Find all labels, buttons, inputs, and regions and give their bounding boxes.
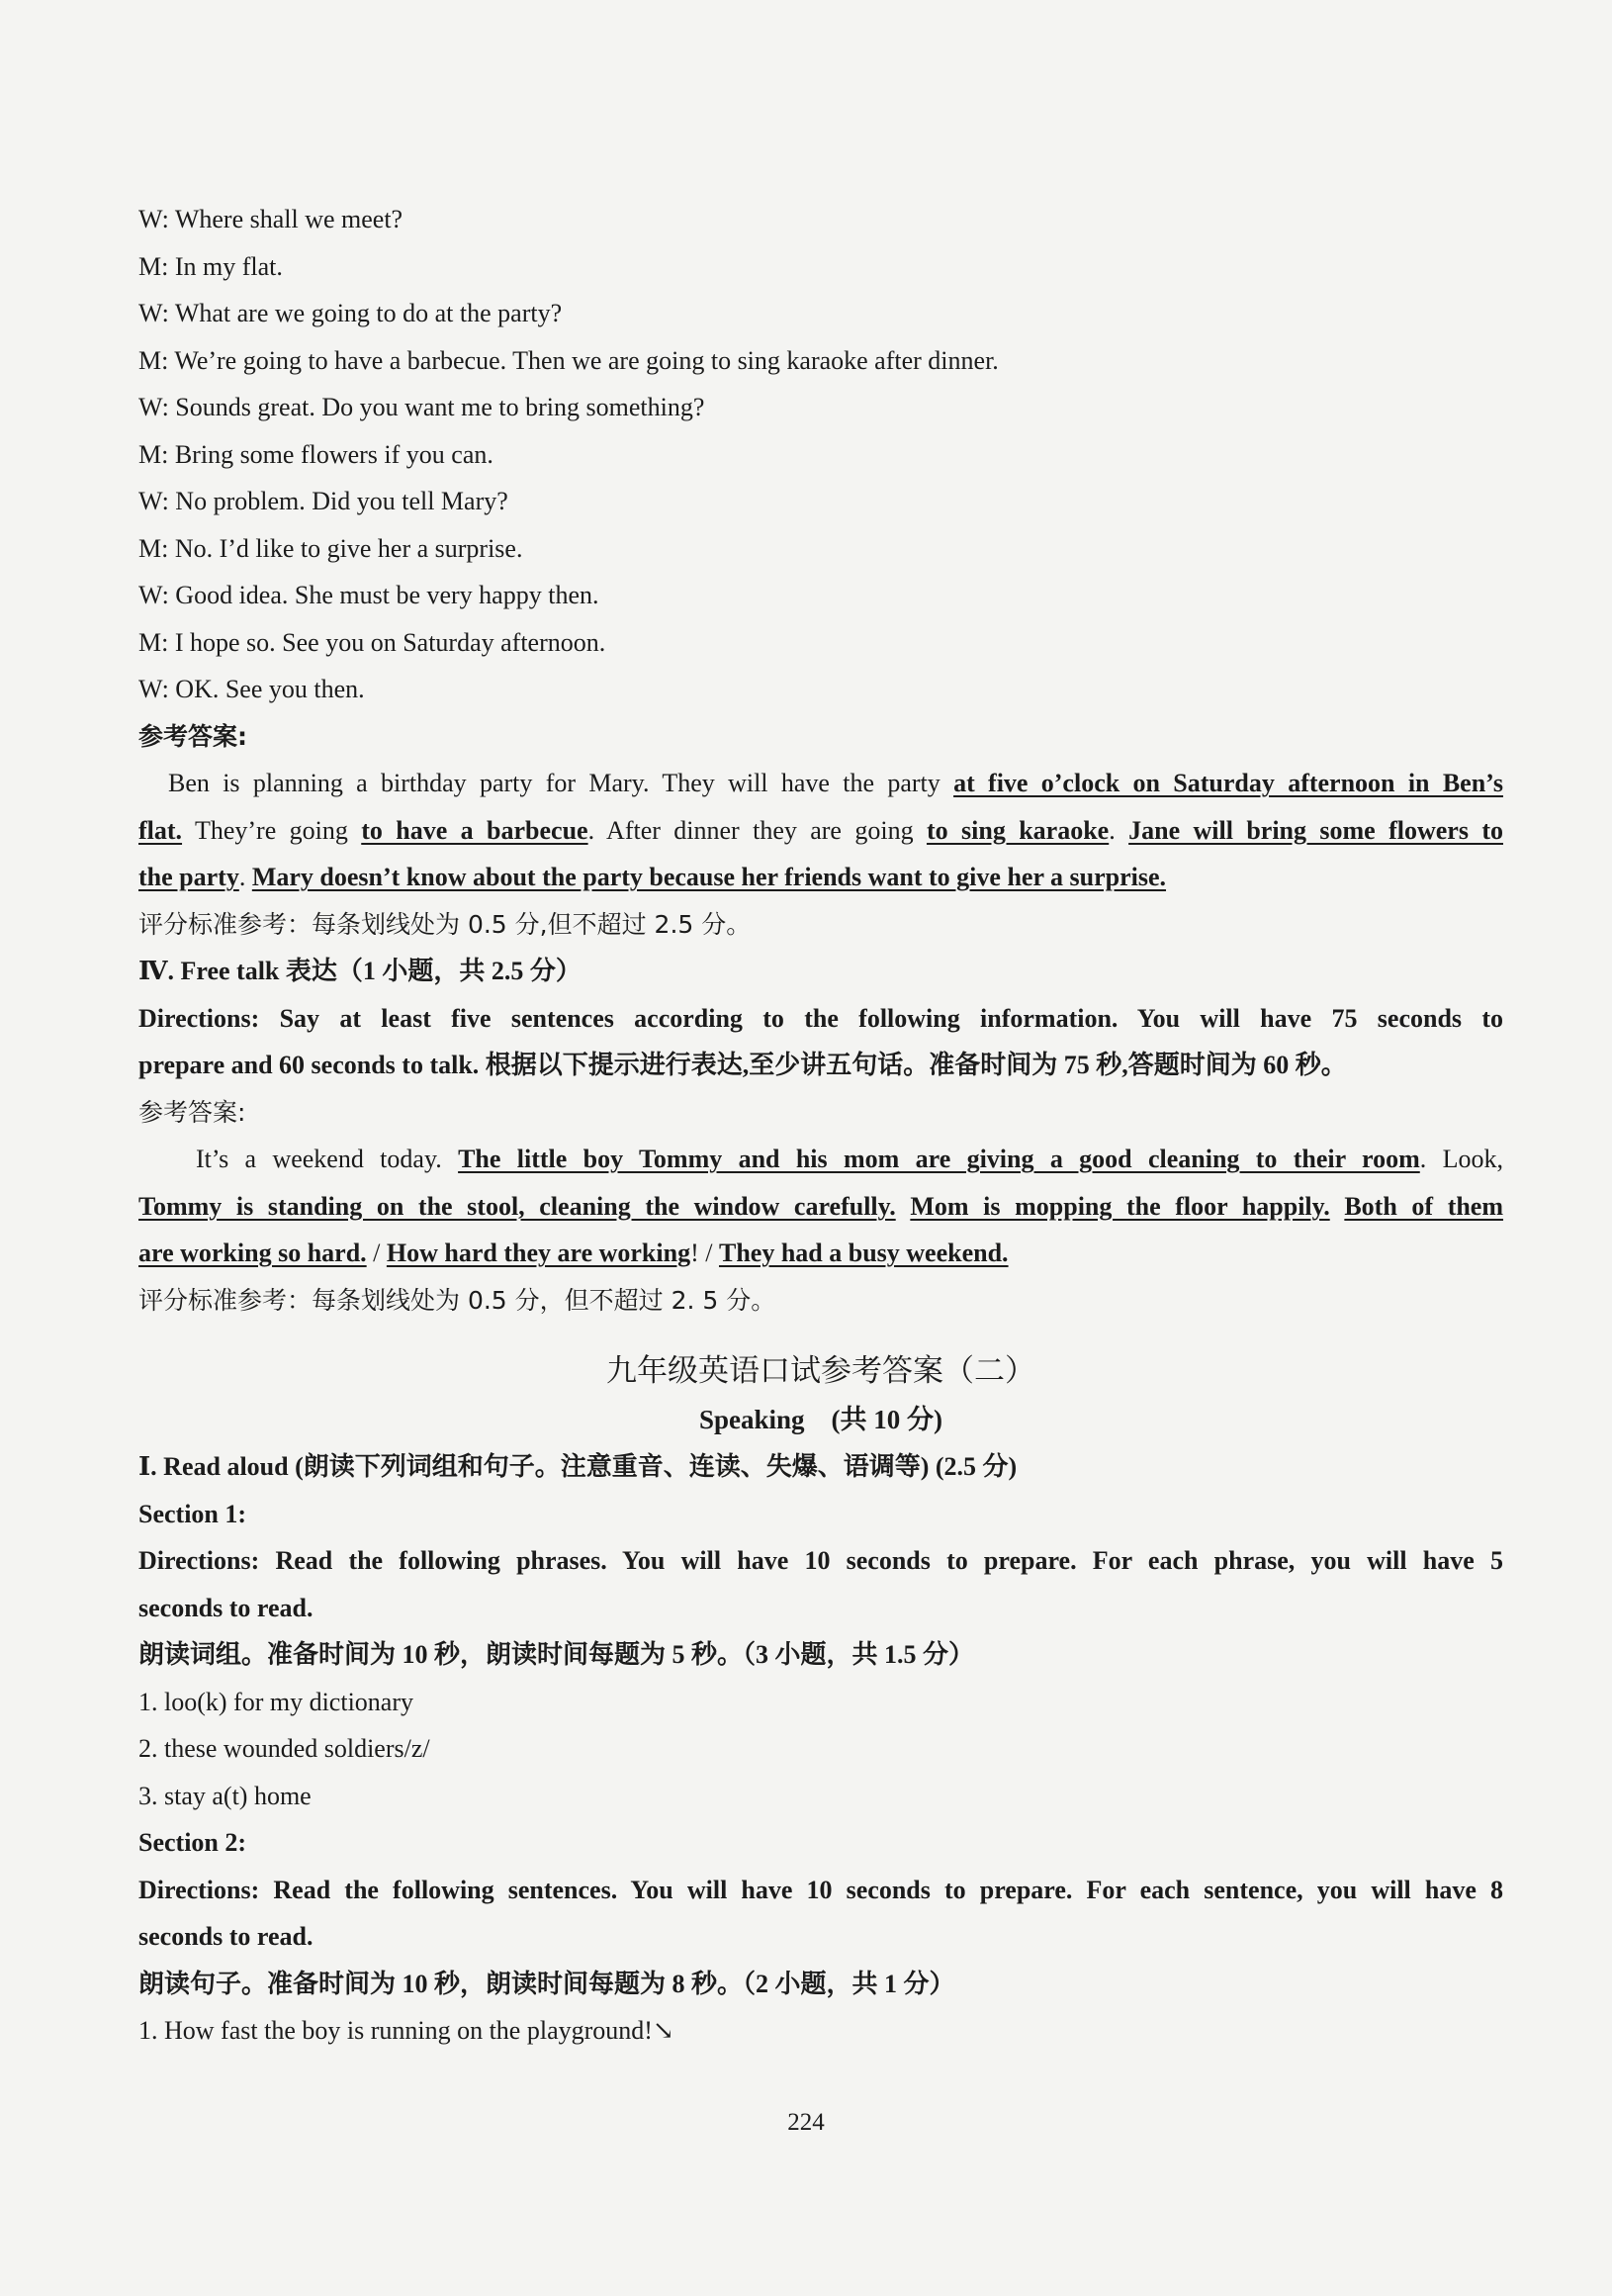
answer-line: flat. They’re going to have a barbecue. After dinner they are going to sing karaoke. Jane will bring some flowers to [138, 815, 1503, 845]
section-label: Section 2: [138, 1828, 247, 1857]
dialogue-line: M: We’re going to have a barbecue. Then we are going to sing karaoke after dinner. [138, 345, 999, 375]
page-subtitle: Speaking (共 10 分) [698, 1405, 943, 1434]
dialogue-line: W: Where shall we meet? [138, 205, 403, 233]
dialogue-line: M: No. I’d like to give her a surprise. [138, 533, 523, 563]
dialogue-line: W: Sounds great. Do you want me to bring something? [138, 393, 705, 421]
page-content [138, 196, 1503, 2055]
dialogue-line: M: I hope so. See you on Saturday afternoon. [138, 627, 606, 657]
phrase-item: 2. these wounded soldiers/z/ [138, 1734, 430, 1763]
directions-line: Directions: Read the following phrases. You will have 10 seconds to prepare. For each phrase, you will have 5 [138, 1546, 1503, 1575]
scoring-note: 评分标准参考：每条划线处为 0.5 分，但不超过 2. 5 分。 [138, 1285, 776, 1315]
sentence-item: 1. How fast the boy is running on the playground!↘ [138, 2016, 674, 2045]
answer-line: are working so hard. / How hard they are working! / They had a busy weekend. [138, 1239, 1009, 1267]
dialogue-line: M: Bring some flowers if you can. [138, 439, 493, 469]
phrase-item: 1. loo(k) for my dictionary [138, 1687, 413, 1716]
dialogue-line: W: What are we going to do at the party? [138, 299, 563, 327]
answer-heading: 参考答案: [138, 721, 247, 751]
directions-line: Directions: Read the following sentences. You will have 10 seconds to prepare. For each sentence, you will have 8 [138, 1875, 1503, 1904]
scoring-note: 评分标准参考：每条划线处为 0.5 分,但不超过 2.5 分。 [138, 909, 752, 939]
section-heading: Ⅳ. Free talk 表达（1 小题，共 2.5 分） [138, 957, 582, 985]
directions-line: seconds to read. [138, 1593, 313, 1622]
directions-cn: 朗读句子。准备时间为 10 秒，朗读时间每题为 8 秒。（2 小题，共 1 分） [138, 1969, 955, 1998]
answer-line: Ben is planning a birthday party for Mary. They will have the party at five o’clock on Saturday afternoon in Ben’s [168, 769, 1503, 797]
section-label: Section 1: [138, 1499, 247, 1528]
directions-line: prepare and 60 seconds to talk. 根据以下提示进行表达,至少讲五句话。准备时间为 75 秒,答题时间为 60 秒。 [138, 1051, 1347, 1079]
dialogue-line: W: OK. See you then. [138, 675, 365, 703]
dialogue-line: M: In my flat. [138, 251, 283, 281]
page-title: 九年级英语口试参考答案（二） [606, 1353, 1035, 1389]
answer-line: It’s a weekend today. The little boy Tommy and his mom are giving a good cleaning to their room. Look, [196, 1145, 1503, 1173]
dialogue-line: W: No problem. Did you tell Mary? [138, 487, 508, 515]
directions-cn: 朗读词组。准备时间为 10 秒，朗读时间每题为 5 秒。（3 小题，共 1.5 分） [138, 1640, 975, 1669]
phrase-item: 3. stay a(t) home [138, 1781, 312, 1810]
dialogue-line: W: Good idea. She must be very happy then. [138, 581, 599, 609]
answer-line: the party. Mary doesn’t know about the party because her friends want to give her a surprise. [138, 863, 1167, 891]
answer-line: Tommy is standing on the stool, cleaning the window carefully. Mom is mopping the floor happily. Both of them [138, 1191, 1504, 1221]
answer-heading: 参考答案: [138, 1097, 246, 1127]
section-heading: Ⅰ. Read aloud (朗读下列词组和句子。注意重音、连读、失爆、语调等) (2.5 分) [138, 1452, 1018, 1481]
directions-line: seconds to read. [138, 1922, 313, 1951]
directions-line: Directions: Say at least five sentences according to the following information. You will have 75 seconds to [138, 1003, 1503, 1033]
page-number: 224 [787, 2109, 825, 2136]
